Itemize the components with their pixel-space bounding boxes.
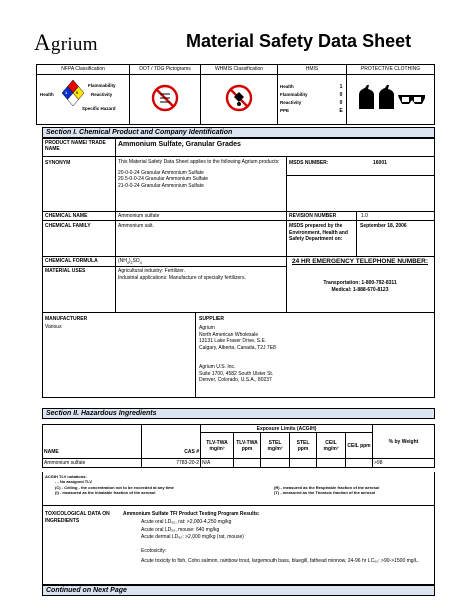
chemical-family-label: CHEMICAL FAMILY (45, 223, 91, 229)
chemical-name-label: CHEMICAL NAME (45, 213, 88, 219)
hmis-ratings: Health 1 Flammability 0 Reactivity 0 PPE E (280, 84, 343, 114)
toxicological-data-label: TOXICOLOGICAL DATA ON INGREDIENTS (45, 511, 110, 524)
nfpa-health-value: 1 (65, 90, 68, 95)
col-ceil-ppm: CEIL ppm (346, 433, 373, 459)
chemical-family: Ammonium salt. (118, 223, 154, 229)
emergency-numbers (290, 280, 430, 294)
synonym-text: This Material Safety Data Sheet applies to the following Agrium products: 20-0-0-24 Granular Ammonium Sulfate 20.5-0-0-24 Granular Ammonium Sulfate 21-0-0-24 Granular Ammonium Sulfate (118, 159, 280, 189)
divider (42, 138, 434, 139)
material-uses: Agricultural industry: Fertilizer. Industrial applications: Manufacture of specialty fertilizers. (118, 268, 246, 281)
table-row: Ammonium sulfate 7783-20-2 N/A >98 (43, 459, 435, 468)
revision-number: 1.0 (361, 213, 368, 219)
manufacturer-label: MANUFACTURER (45, 316, 88, 322)
nfpa-health-label: Health (40, 92, 54, 97)
divider (42, 505, 435, 506)
continued-footer: Continued on Next Page (42, 585, 435, 596)
protective-clothing-cell (347, 75, 435, 125)
protective-label: PROTECTIVE CLOTHING (347, 65, 435, 75)
synonym-label: SYNONYM (45, 160, 71, 166)
msds-prepared-label: MSDS prepared by the Environment, Health and Safety Department on: (289, 223, 348, 242)
emergency-phone-title: 24 HR EMERGENCY TELEPHONE NUMBER: (291, 258, 429, 265)
divider (42, 266, 286, 267)
col-weight: % by Weight (373, 425, 435, 459)
product-name-label: PRODUCT NAME/ TRADE NAME (45, 140, 106, 152)
chemical-formula-label: CHEMICAL FORMULA (45, 258, 98, 264)
chemical-formula: $(NH_4)_2SO_4$ (118, 258, 142, 265)
dot-label: DOT / TDG Pictograms (130, 65, 201, 75)
exposure-limits-header: Exposure Limits (ACGIH) (201, 425, 373, 433)
no-dot-pictogram-icon (151, 84, 179, 112)
company-logo: Agrium (34, 30, 98, 55)
divider (286, 175, 434, 176)
col-name: NAME (43, 425, 142, 459)
nfpa-label: NFPA Classification (37, 65, 130, 75)
dot-cell (130, 75, 201, 125)
nfpa-reactivity-value: 0 (76, 90, 79, 95)
supplier-address-2: Agrium U.S. Inc. Suite 1700, 4582 South Ulster St. Denver, Colorado, U.S.A., 80237 (199, 364, 274, 384)
divider (286, 156, 287, 312)
whmis-label: WHMIS Classification (201, 65, 278, 75)
hazard-classification-table (36, 64, 435, 125)
divider (42, 256, 434, 257)
divider (42, 138, 43, 398)
no-whmis-pictogram-icon (225, 84, 253, 112)
msds-number-label: MSDS NUMBER: (289, 160, 329, 166)
chemical-name: Ammonium sulfate (118, 213, 160, 219)
section-1-header: Section I. Chemical Product and Company Identification (42, 127, 435, 138)
msds-number: 16001 (373, 160, 387, 166)
divider (42, 472, 43, 584)
hmis-cell (278, 75, 347, 125)
manufacturer: Various (45, 324, 62, 330)
divider (42, 312, 434, 313)
divider (115, 138, 116, 312)
divider (434, 472, 435, 584)
col-cas: CAS # (142, 425, 201, 459)
divider (42, 220, 434, 221)
nfpa-reactivity-label: Reactivity (91, 92, 113, 97)
protective-equipment-icon (355, 83, 427, 113)
col-tlv-twa-ppm: TLV-TWA ppm (234, 433, 261, 459)
divider (42, 397, 435, 398)
col-stel-mg: STEL mg/m³ (261, 433, 290, 459)
divider (42, 211, 434, 212)
nfpa-cell (37, 75, 130, 125)
divider (356, 211, 357, 256)
msds-prepared-date: September 18, 2006 (360, 223, 407, 229)
toxicological-data: Ammonium Sulfate TFI Product Testing Program Results: Acute oral LD₅₀, rat: >2,000-4,250 mg/kg Acute oral LD₅₀, mouse: 640 mg/kg Acute dermal LD₅₀: >2,000 mg/kg (rat, mouse) Ecotoxicity: Acute toxicity to fish, Coho salmon, rainbow trout, largemouth bass, bluegill, fathead minnow, 24-96 hr LC₅₀: >90->1500 mg/L. (123, 511, 420, 564)
supplier-label: SUPPLIER (199, 316, 225, 322)
section-2-header: Section II. Hazardous Ingredients (42, 408, 435, 419)
nfpa-flammability-label: Flammability (88, 83, 116, 88)
col-stel-ppm: STEL ppm (290, 433, 317, 459)
transportation-phone: Transportation: 1-800-792-8311 (323, 280, 397, 286)
col-tlv-twa: TLV-TWA mg/m³ (201, 433, 234, 459)
divider (195, 312, 196, 397)
supplier-address-1: Agrium North American Wholesale 13131 Lake Fraser Drive, S.E. Calgary, Alberta, Canada, T2J 7E8 (199, 325, 276, 351)
whmis-cell (201, 75, 278, 125)
page-title: Material Safety Data Sheet (186, 31, 412, 51)
divider (42, 156, 434, 157)
acgih-notations: ACGIH TLV notations: - - No assigned TLV (C) - Ceiling - the concentration not to be exceeded at any time (I) - measured as the inhalable fraction of the aerosol (45, 474, 174, 496)
hmis-label: HMIS (278, 65, 347, 75)
divider (434, 138, 435, 398)
hazardous-ingredients-table (42, 424, 435, 468)
material-uses-label: MATERIAL USES (45, 268, 86, 274)
product-name: Ammonium Sulfate, Granular Grades (118, 141, 241, 148)
acgih-notations-right: (R) - measured as the Respirable fraction of the aerosol (T) - measured as the Thoracic fraction of the aerosol (274, 485, 380, 496)
nfpa-specific-label: Specific Hazard (82, 106, 116, 111)
col-ceil-mg: CEIL mg/m³ (317, 433, 346, 459)
revision-label: REVISION NUMBER (289, 213, 337, 219)
medical-phone: Medical: 1-888-670-8123 (331, 287, 389, 293)
